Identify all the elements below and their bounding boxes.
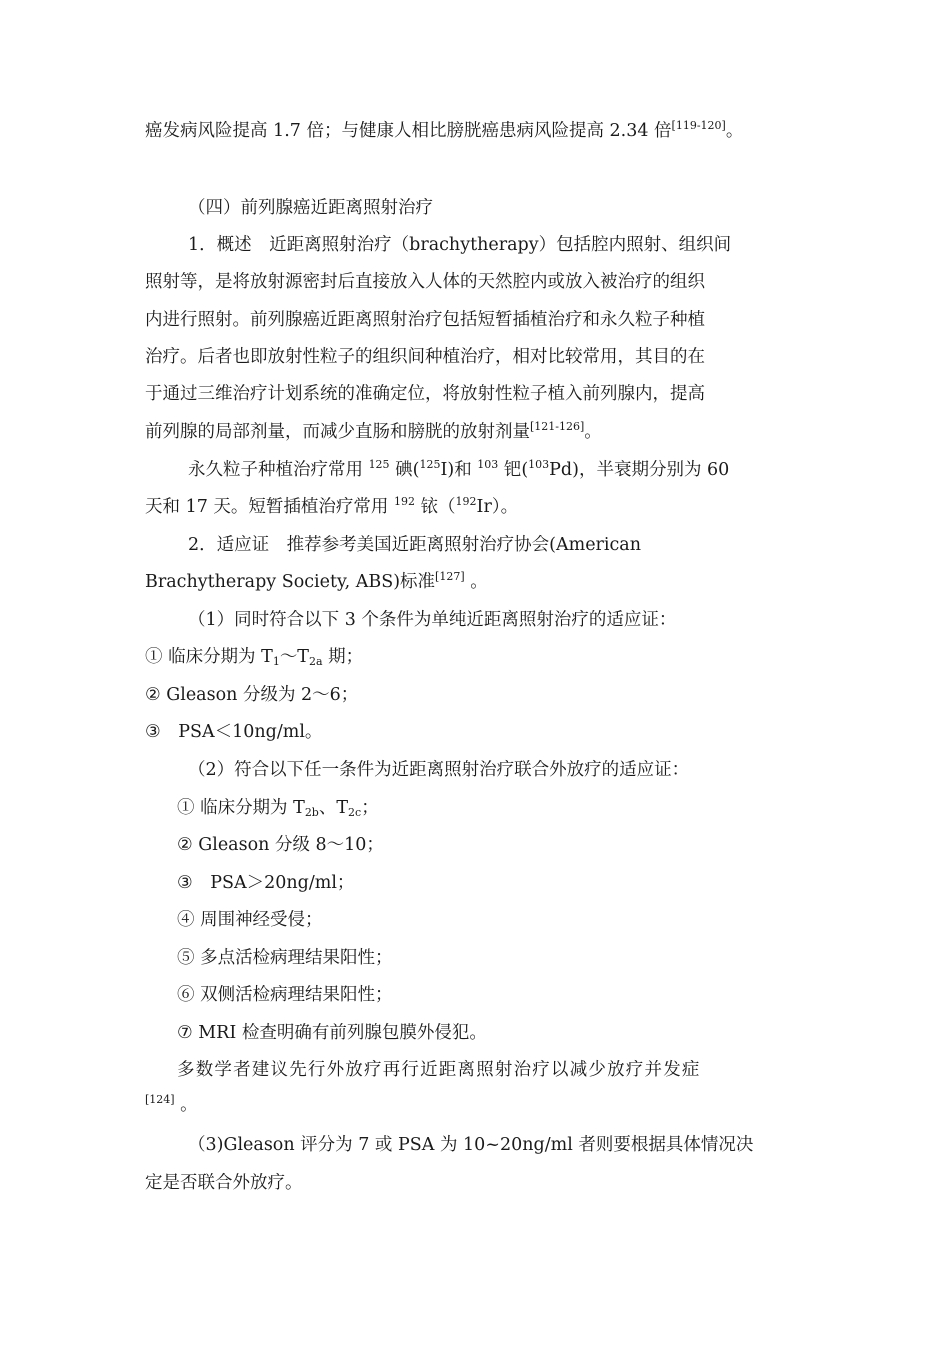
list-item: ⑤ 多点活检病理结果阳性；: [177, 948, 393, 968]
paragraph-line: [124] 。: [145, 1093, 198, 1115]
list-item: ③ PSA＜10ng/ml。: [145, 722, 323, 742]
citation: [119-120]: [671, 119, 726, 132]
list-item: ④ 周围神经受侵；: [177, 910, 323, 930]
paragraph-line: 天和 17 天。短暂插植治疗常用 $^{192}$ 铱（$^{192}$Ir）。: [145, 495, 519, 517]
list-heading: （1）同时符合以下 3 个条件为单纯近距离照射治疗的适应证：: [188, 610, 677, 630]
citation: [121-126]: [530, 420, 585, 433]
paragraph-line: 2．适应证 推荐参考美国近距离照射治疗协会(American: [188, 535, 642, 555]
list-item: ② Gleason 分级 8～10；: [177, 835, 384, 855]
paragraph-line: （3)Gleason 评分为 7 或 PSA 为 10~20ng/ml 者则要根据具体情况决: [188, 1135, 754, 1155]
paragraph-line: 永久粒子种植治疗常用 $^{125}$ 碘($^{125}$I)和 $^{103}$ 钯($^{103}$Pd)，半衰期分别为 60: [188, 458, 730, 480]
paragraph-line: 内进行照射。前列腺癌近距离照射治疗包括短暂插植治疗和永久粒子种植: [145, 310, 705, 330]
list-item: ② Gleason 分级为 2～6；: [145, 685, 359, 705]
paragraph-line: 1．概述 近距离照射治疗（brachytherapy）包括腔内照射、组织间: [188, 235, 732, 255]
paragraph-line: 多数学者建议先行外放疗再行近距离照射治疗以减少放疗并发症: [177, 1060, 701, 1080]
citation: [124]: [145, 1093, 175, 1106]
section-heading: （四）前列腺癌近距离照射治疗: [188, 198, 433, 218]
paragraph-line: 照射等，是将放射源密封后直接放入人体的天然腔内或放入被治疗的组织: [145, 272, 705, 292]
list-item: ⑦ MRI 检查明确有前列腺包膜外侵犯。: [177, 1023, 487, 1043]
list-item: ③ PSA＞20ng/ml；: [177, 873, 355, 893]
text-line-1: 癌发病风险提高 1.7 倍；与健康人相比膀胱癌患病风险提高 2.34 倍[119-120]。: [145, 119, 744, 141]
paragraph-line: 前列腺的局部剂量，而减少直肠和膀胱的放射剂量[121-126]。: [145, 420, 602, 442]
citation: [127]: [435, 570, 465, 583]
list-item: ① 临床分期为 $T_{2b}$、$T_{2c}$；: [177, 798, 379, 819]
paragraph-line: 治疗。后者也即放射性粒子的组织间种植治疗，相对比较常用，其目的在: [145, 347, 705, 367]
list-item: ⑥ 双侧活检病理结果阳性；: [177, 985, 393, 1005]
list-item: ① 临床分期为 $T_1\sim T_{2a}$ 期；: [145, 647, 364, 668]
paragraph-line: Brachytherapy Society, ABS)标准[127] 。: [145, 570, 488, 592]
paragraph-line: 于通过三维治疗计划系统的准确定位，将放射性粒子植入前列腺内，提高: [145, 384, 705, 404]
paragraph-line: 定是否联合外放疗。: [145, 1173, 303, 1193]
list-heading: （2）符合以下任一条件为近距离照射治疗联合外放疗的适应证：: [188, 760, 690, 780]
